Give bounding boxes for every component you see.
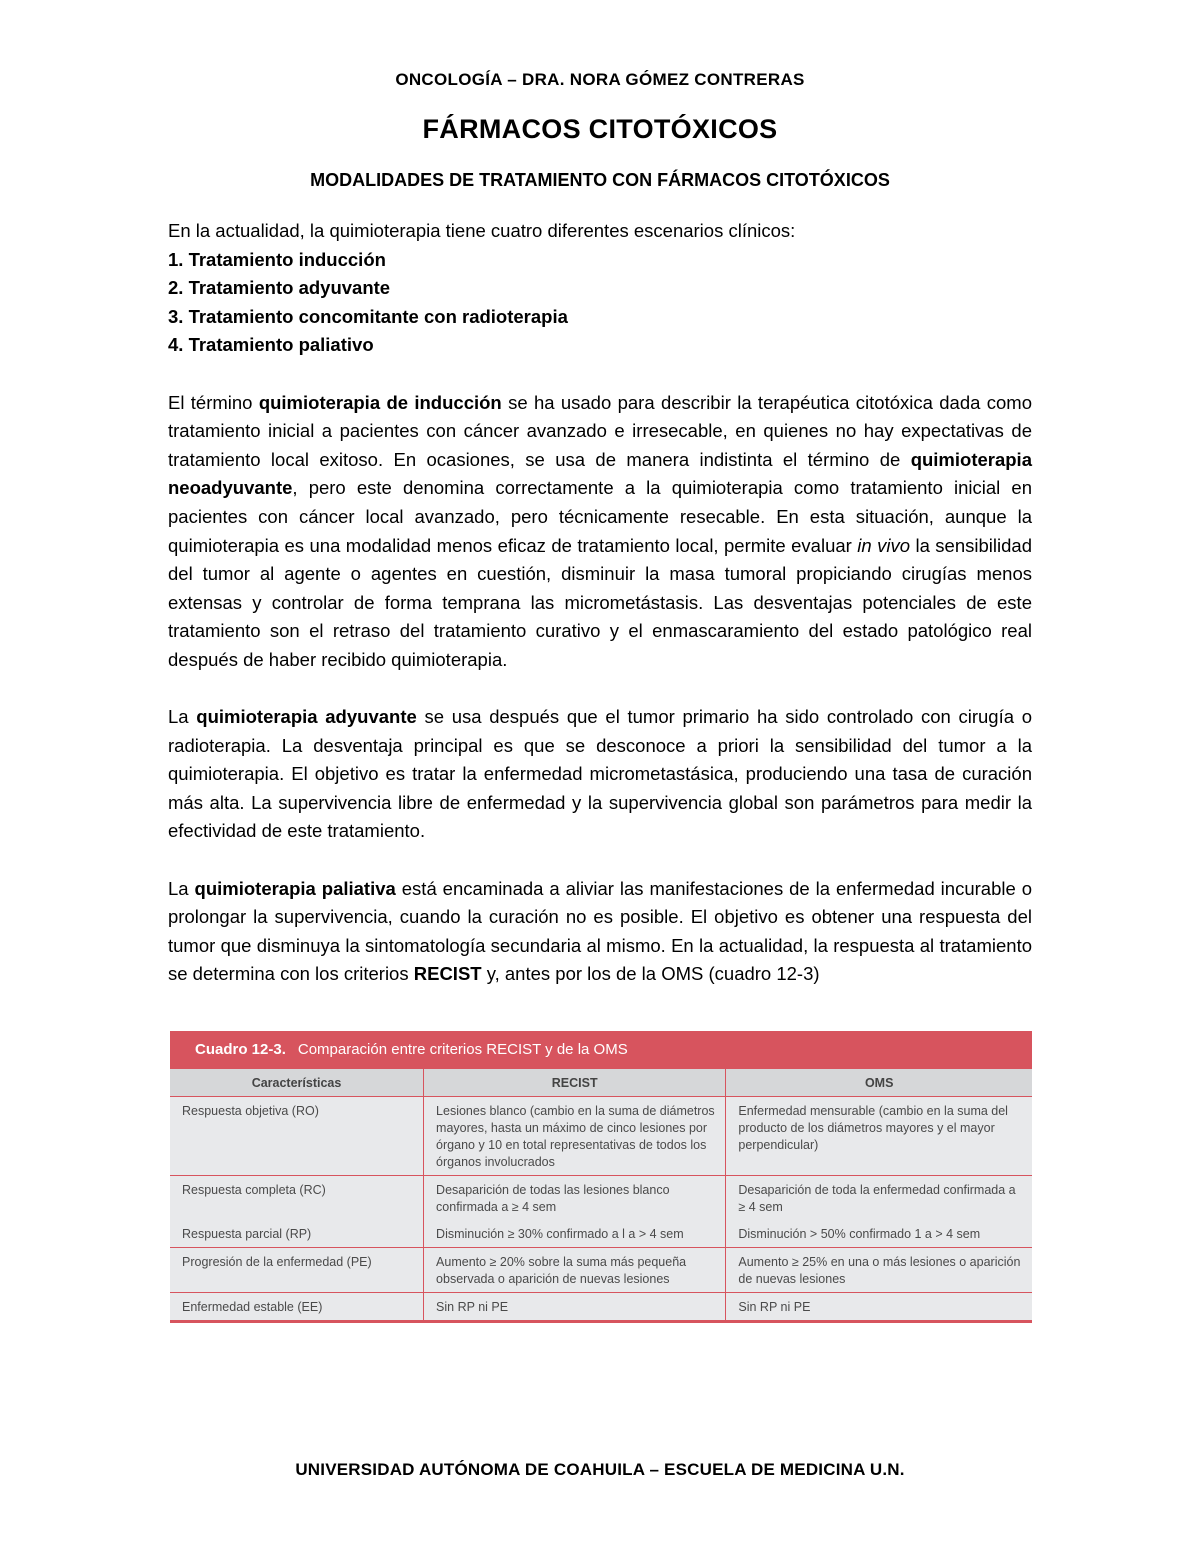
text-run: la sensibilidad del tumor al agente o agentes en cuestión, disminuir la masa tumoral propiciando cirugías menos extensas y controlar de forma temprana las micrometástasis. Las desventajas potenciales de este tratamiento son el retraso del tratamiento curativo y el enmascaramiento del estado patológico real después de haber recibido quimioterapia. <box>168 534 1032 670</box>
term-neoadjuvant: quimioterapia neoadyuvante <box>168 448 1032 499</box>
table-cell: Sin RP ni PE <box>726 1293 1032 1321</box>
table-cell: Disminución > 50% confirmado 1 a > 4 sem <box>726 1220 1032 1248</box>
term-in-vivo: in vivo <box>857 534 911 556</box>
table-cell: Respuesta objetiva (RO) <box>170 1097 424 1176</box>
document-body <box>168 217 1032 989</box>
list-item: 2. Tratamiento adyuvante <box>168 277 391 299</box>
table-caption <box>170 1031 1032 1069</box>
list-item: 4. Tratamiento paliativo <box>168 334 374 356</box>
paragraph-palliative <box>168 875 1032 989</box>
table-row <box>170 1097 1032 1176</box>
column-header: Características <box>170 1069 424 1097</box>
table-header-row <box>170 1069 1032 1097</box>
table-cell: Disminución ≥ 30% confirmado a l a > 4 sem <box>424 1220 726 1248</box>
column-header: OMS <box>726 1069 1032 1097</box>
table-cell: Progresión de la enfermedad (PE) <box>170 1248 424 1293</box>
table-cell: Aumento ≥ 20% sobre la suma más pequeña observada o aparición de nuevas lesiones <box>424 1248 726 1293</box>
table-cell: Sin RP ni PE <box>424 1293 726 1321</box>
list-item: 1. Tratamiento inducción <box>168 248 386 270</box>
text-run: está encaminada a aliviar las manifestaciones de la enfermedad incurable o prolongar la supervivencia, cuando la curación no es posible. El objetivo es obtener una respuesta del tumor que disminuya la sintomatología secundaria al mismo. En la actualidad, la respuesta al tratamiento se determina con los criterios <box>168 877 1032 985</box>
text-run: El término <box>168 391 259 413</box>
term-palliative: quimioterapia paliativa <box>194 877 396 899</box>
table-cell: Enfermedad estable (EE) <box>170 1293 424 1321</box>
term-adjuvant: quimioterapia adyuvante <box>196 706 417 728</box>
table-row <box>170 1220 1032 1248</box>
list-item: 3. Tratamiento concomitante con radioterapia <box>168 305 568 327</box>
paragraph-induction <box>168 389 1032 675</box>
table-cell: Respuesta parcial (RP) <box>170 1220 424 1248</box>
text-run: se usa después que el tumor primario ha sido controlado con cirugía o radioterapia. La desventaja principal es que se desconoce a priori la sensibilidad del tumor a la quimioterapia. El objetivo es tratar la enfermedad micrometastásica, produciendo una tasa de curación más alta. La supervivencia libre de enfermedad y la supervivencia global son parámetros para medir la efectividad de este tratamiento. <box>168 706 1032 842</box>
page-title: FÁRMACOS CITOTÓXICOS <box>422 114 778 144</box>
course-header: ONCOLOGÍA – DRA. NORA GÓMEZ CONTRERAS <box>395 70 805 89</box>
table-row <box>170 1248 1032 1293</box>
table-cell: Respuesta completa (RC) <box>170 1176 424 1221</box>
text-run: , pero este denomina correctamente a la quimioterapia como tratamiento inicial en pacientes con cáncer local avanzado, pero técnicamente resecable. En esta situación, aunque la quimioterapia es una modalidad menos eficaz de tratamiento local, permite evaluar <box>168 477 1032 556</box>
table-caption-text: Comparación entre criterios RECIST y de la OMS <box>297 1041 628 1058</box>
intro-text: En la actualidad, la quimioterapia tiene cuatro diferentes escenarios clínicos: <box>168 220 796 241</box>
table-row <box>170 1293 1032 1321</box>
text-run: se ha usado para describir la terapéutica citotóxica dada como tratamiento inicial a pacientes con cáncer avanzado e irresecable, en quienes no hay expectativas de tratamiento local exitoso. En ocasiones, se usa de manera indistinta el término de <box>168 391 1032 470</box>
column-header: RECIST <box>424 1069 726 1097</box>
table-cell: Desaparición de toda la enfermedad confirmada a ≥ 4 sem <box>726 1176 1032 1221</box>
paragraph-adjuvant <box>168 703 1032 846</box>
table-row <box>170 1176 1032 1221</box>
table-cell: Lesiones blanco (cambio en la suma de diámetros mayores, hasta un máximo de cinco lesiones por órgano y 10 en total representativas de todos los órganos involucrados <box>424 1097 726 1176</box>
term-recist: RECIST <box>413 963 482 985</box>
table-cell: Desaparición de todas las lesiones blanco confirmada a ≥ 4 sem <box>424 1176 726 1221</box>
text-run: La <box>168 706 197 728</box>
section-subtitle: MODALIDADES DE TRATAMIENTO CON FÁRMACOS CITOTÓXICOS <box>310 170 890 190</box>
table-label: Cuadro 12-3. <box>195 1041 286 1058</box>
table-cell: Enfermedad mensurable (cambio en la suma del producto de los diámetros mayores y el mayor perpendicular) <box>726 1097 1032 1176</box>
scenario-list <box>168 246 1032 360</box>
table-cell: Aumento ≥ 25% en una o más lesiones o aparición de nuevas lesiones <box>726 1248 1032 1293</box>
comparison-table <box>170 1031 1032 1323</box>
text-run: y, antes por los de la OMS (cuadro 12-3) <box>481 963 820 985</box>
text-run: La <box>168 877 195 899</box>
page-footer: UNIVERSIDAD AUTÓNOMA DE COAHUILA – ESCUELA DE MEDICINA U.N. <box>295 1460 905 1479</box>
term-induction: quimioterapia de inducción <box>258 391 502 413</box>
criteria-table <box>170 1069 1032 1320</box>
